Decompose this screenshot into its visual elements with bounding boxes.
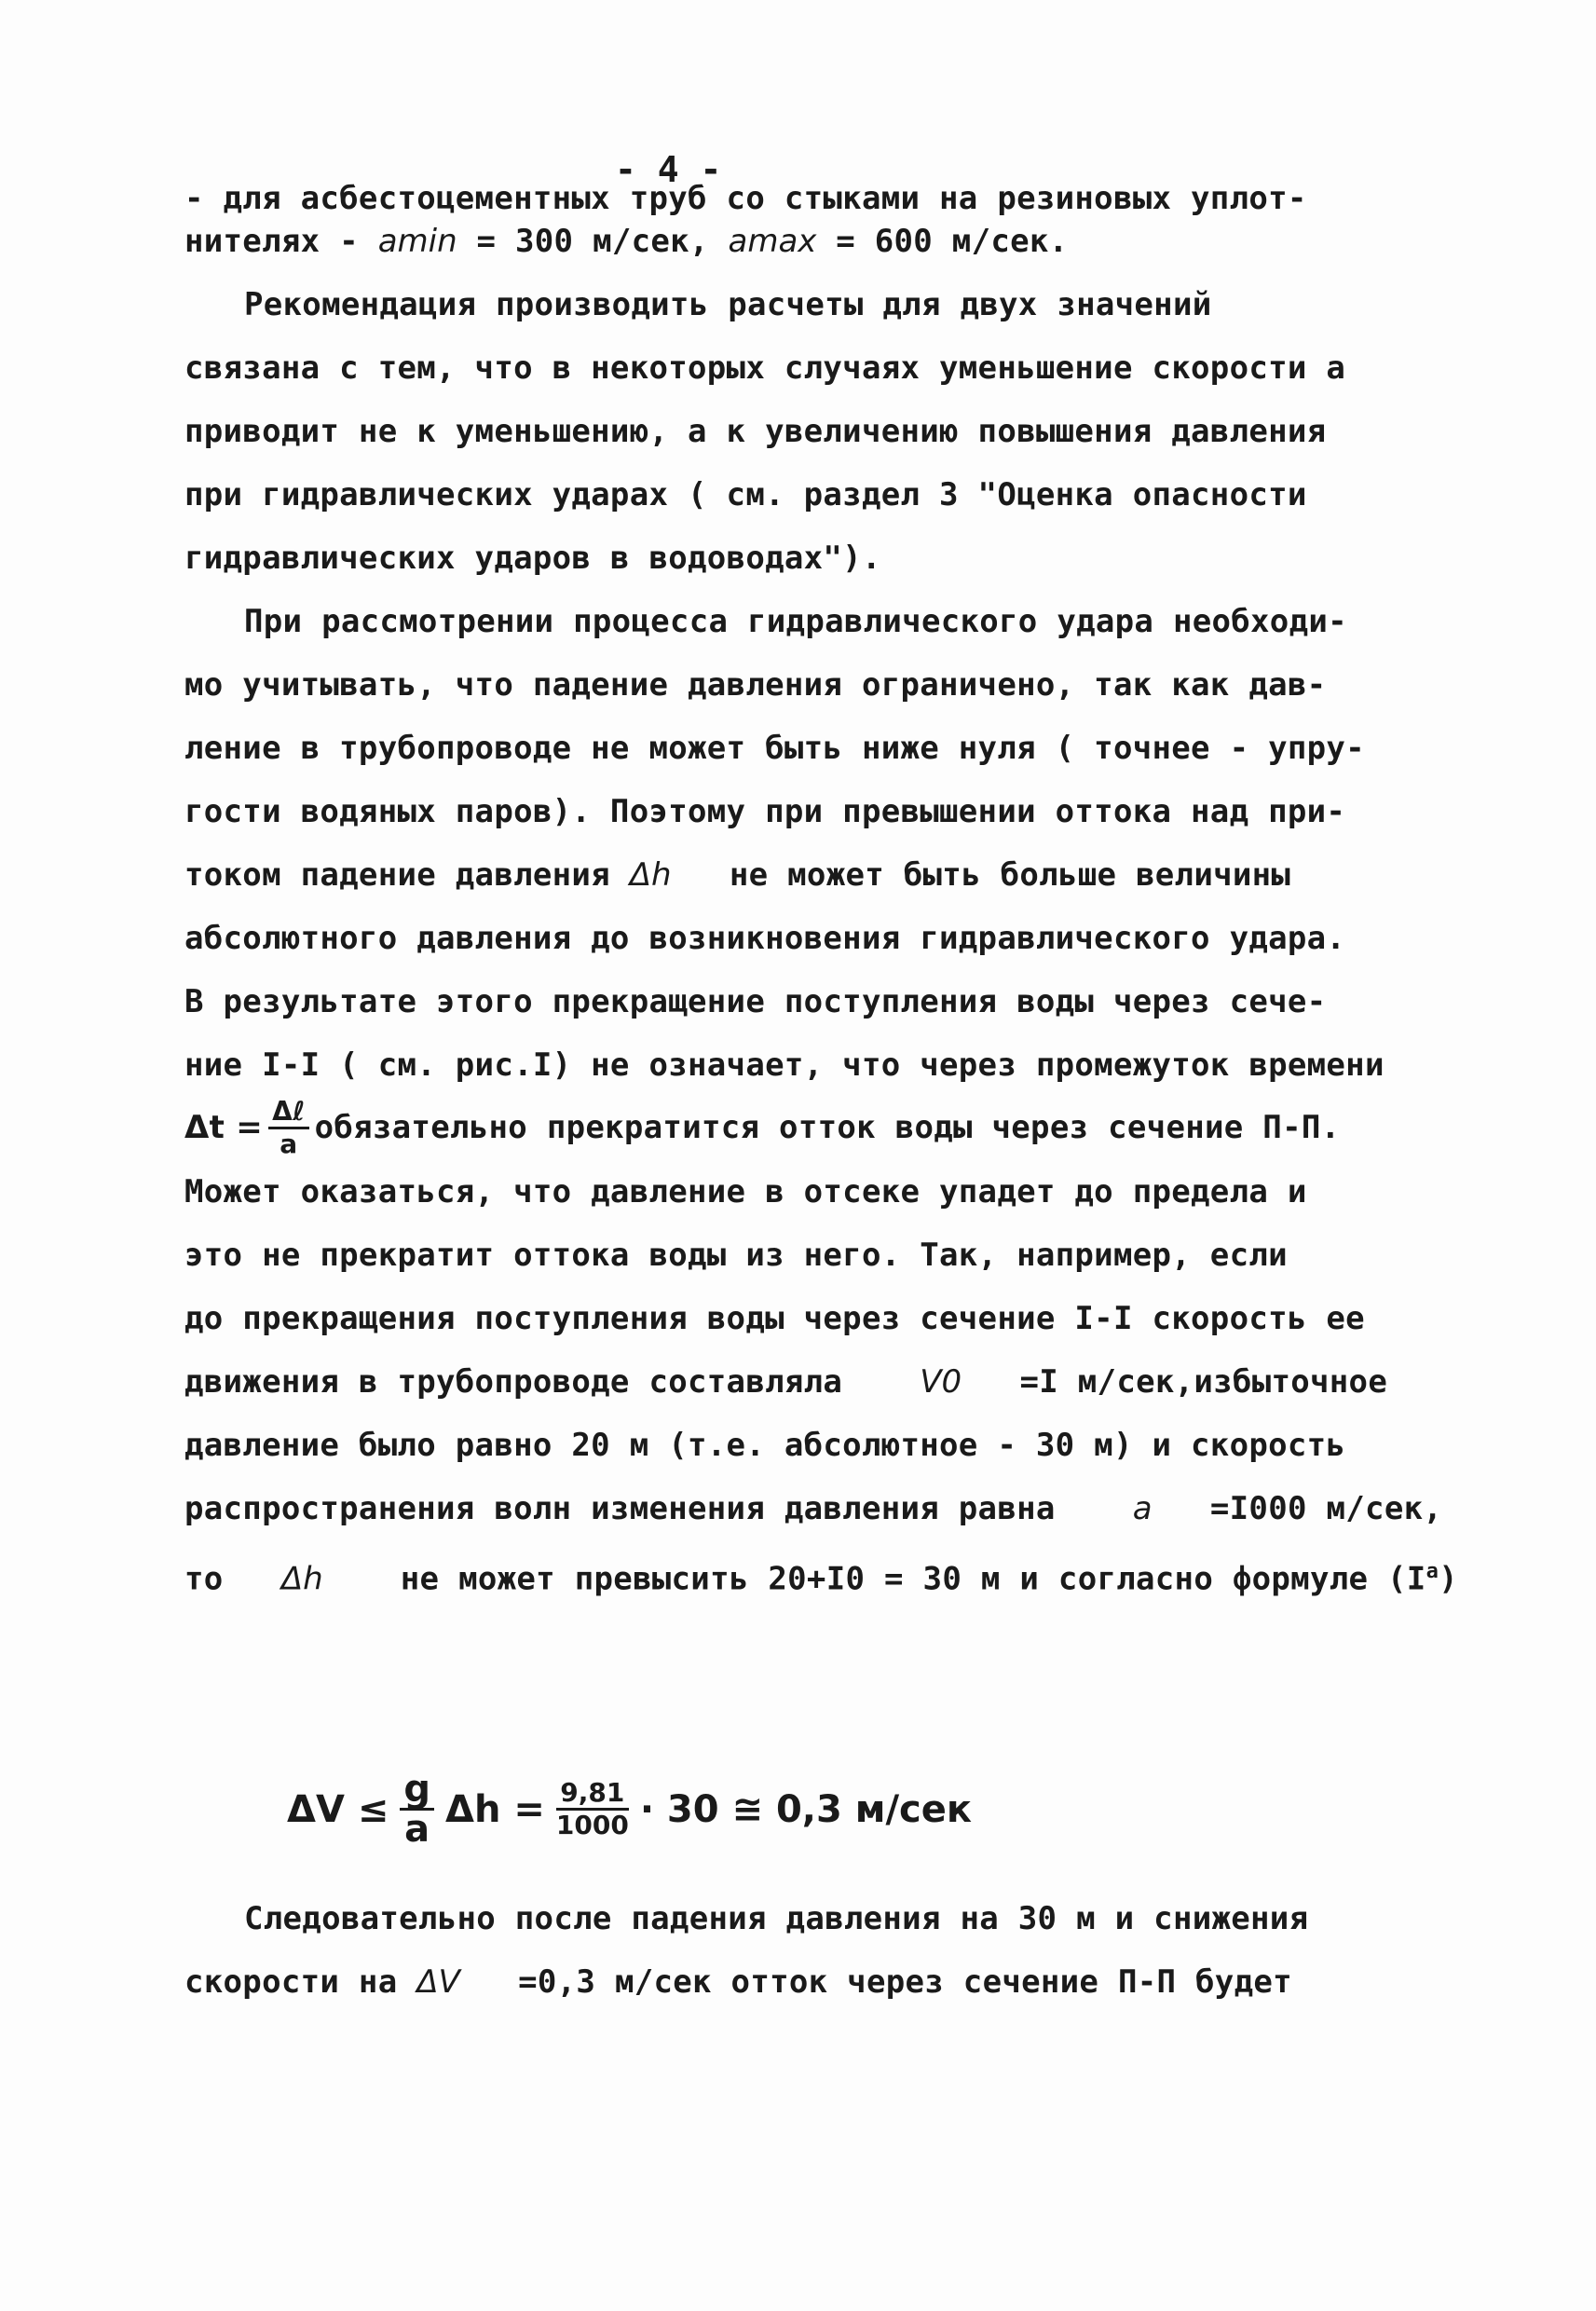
text-line-10: ление в трубопроводе не может быть ниже нуля ( точнее - упру- [184, 730, 1365, 767]
text-line-18: это не прекратит оттока воды из него. Так, например, если [184, 1237, 1288, 1274]
text-line-20: движения в трубопроводе составляла V0 =I м/сек,избыточное [184, 1363, 1388, 1401]
delta-t-formula: Δt = $\frac{\text{Δℓ}}{a}$ [184, 1097, 315, 1159]
a-min-symbol: amin [377, 223, 457, 260]
text-line-11: гости водяных паров). Поэтому при превышении оттока над при- [184, 793, 1346, 830]
delta-h-symbol: Δh [280, 1560, 323, 1598]
page-number: - 4 - [615, 149, 722, 190]
text-line-3: Рекомендация производить расчеты для двух значений [244, 286, 1212, 323]
numeric-fraction: $\frac{9,81}{1000}$ [555, 1777, 629, 1840]
text-line-15: ние I-I ( см. рис.I) не означает, что через промежуток времени [184, 1046, 1385, 1084]
text-line-24: Следовательно после падения давления на 30 м и снижения [244, 1900, 1309, 1937]
text-line-6: при гидравлических ударах ( см. раздел 3 "Оценка опасности [184, 476, 1307, 513]
text-line-13: абсолютного давления до возникновения гидравлического удара. [184, 920, 1346, 957]
text-line-21: давление было равно 20 м (т.е. абсолютное - 30 м) и скорость [184, 1427, 1346, 1464]
delta-v-formula: ΔV ≤ $\frac{g}{a}$ Δh = $\frac{9,81}{1000}$ · 30 ≅ 0,3 м/сек [287, 1768, 973, 1851]
text-line-2: нителях - amin = 300 м/сек, amax = 600 м/сек. [184, 223, 1069, 260]
text-line-25: скорости на ΔV =0,3 м/сек отток через сечение П-П будет [184, 1963, 1292, 2001]
delta-h-symbol: Δh [629, 856, 672, 894]
delta-v-symbol: ΔV [416, 1963, 460, 2001]
text-line-23: то Δh не может превысить 20+I0 = 30 м и согласно формуле $(I^a)$ [184, 1560, 1458, 1598]
text-line-12: током падение давления Δh не может быть больше величины [184, 856, 1291, 894]
text-line-4: связана с тем, что в некоторых случаях уменьшение скорости a [184, 349, 1346, 387]
text-line-19: до прекращения поступления воды через сечение I-I скорость ее [184, 1300, 1365, 1337]
text-line-5: приводит не к уменьшению, а к увеличению повышения давления [184, 413, 1327, 450]
a-max-symbol: amax [728, 223, 817, 260]
text-line-1: - для асбестоцементных труб со стыками на резиновых уплот- [184, 180, 1307, 217]
text-line-16: Δt = $\frac{\text{Δℓ}}{a}$ обязательно прекратится отток воды через сечение П-П. [184, 1095, 1341, 1159]
g-over-a-fraction: $\frac{g}{a}$ [400, 1771, 434, 1848]
text-line-8: При рассмотрении процесса гидравлического удара необходи- [244, 603, 1347, 640]
text-line-14: В результате этого прекращение поступления воды через сече- [184, 983, 1327, 1020]
text-line-7: гидравлических ударов в водоводах"). [184, 540, 881, 577]
text-line-17: Может оказаться, что давление в отсеке упадет до предела и [184, 1173, 1307, 1210]
v0-symbol: V0 [920, 1363, 962, 1401]
text-line-9: мо учитывать, что падение давления ограничено, так как дав- [184, 666, 1327, 704]
text-line-22: распространения волн изменения давления равна a =I000 м/сек, [184, 1490, 1443, 1527]
a-symbol: a [1132, 1490, 1153, 1527]
